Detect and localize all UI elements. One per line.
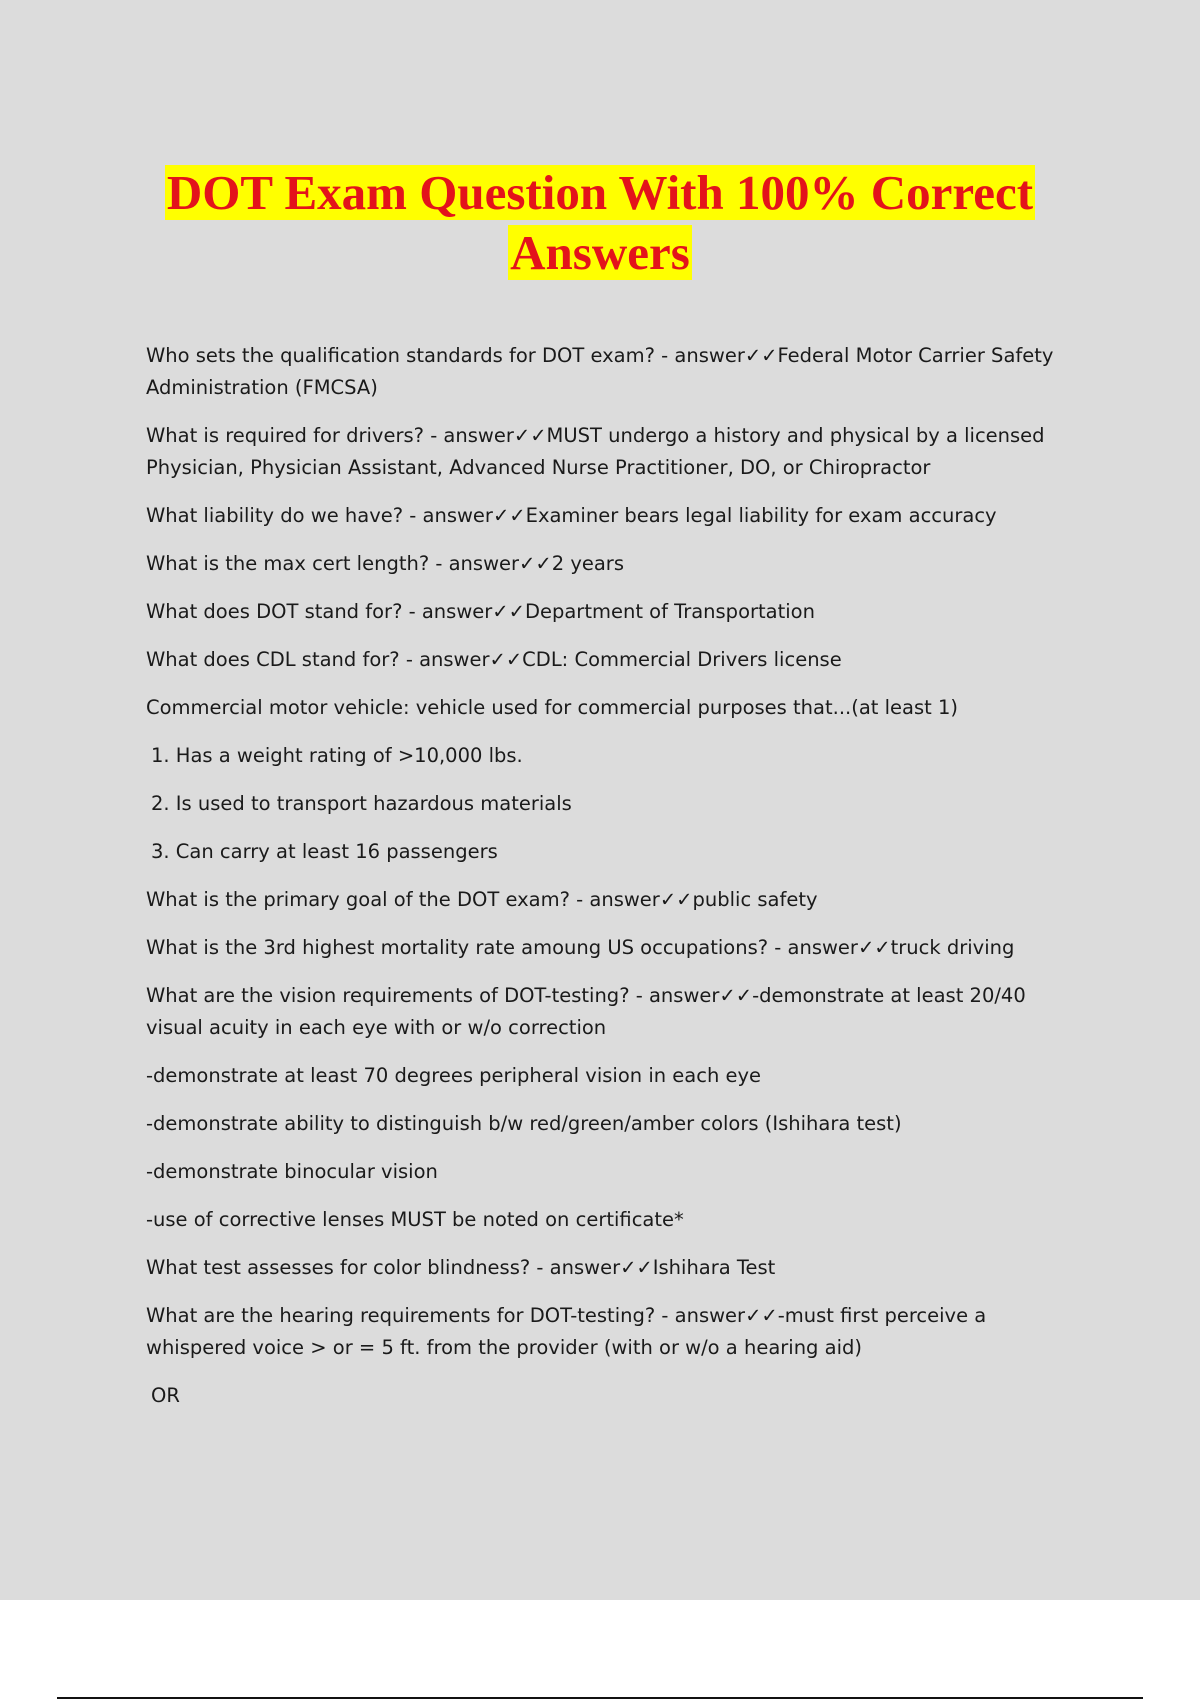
detail-paragraph: -demonstrate ability to distinguish b/w red/green/amber colors (Ishihara test) [146,1112,902,1135]
qa-paragraph: What does CDL stand for? - answer✓✓CDL: Commercial Drivers license [146,648,842,671]
detail-paragraph: -demonstrate binocular vision [146,1160,438,1183]
qa-paragraph: What is the 3rd highest mortality rate amoung US occupations? - answer✓✓truck driving [146,936,1015,959]
list-item: 2. Is used to transport hazardous materials [151,792,572,815]
detail-paragraph: -demonstrate at least 70 degrees peripheral vision in each eye [146,1064,762,1087]
list-item: 3. Can carry at least 16 passengers [151,840,498,863]
qa-paragraph: Who sets the qualification standards for DOT exam? - answer✓✓Federal Motor Carrier Safety Administration (FMCSA) [146,344,1054,399]
list-item: 1. Has a weight rating of >10,000 lbs. [151,744,523,767]
detail-paragraph: OR [151,1384,180,1407]
document-title [0,163,1200,283]
title-line-1: DOT Exam Question With 100% Correct [166,165,1034,220]
title-line-2: Answers [510,225,690,280]
qa-paragraph: What test assesses for color blindness? - answer✓✓Ishihara Test [146,1256,776,1279]
qa-paragraph: What is required for drivers? - answer✓✓MUST undergo a history and physical by a licensed Physician, Physician Assistant, Advanced Nurse Practitioner, DO, or Chiropractor [146,424,1045,479]
qa-paragraph: What is the primary goal of the DOT exam? - answer✓✓public safety [146,888,818,911]
document-body [146,340,1076,1428]
detail-paragraph: -use of corrective lenses MUST be noted on certificate* [146,1208,684,1231]
qa-paragraph: What liability do we have? - answer✓✓Examiner bears legal liability for exam accuracy [146,504,997,527]
qa-paragraph: What are the hearing requirements for DOT-testing? - answer✓✓-must first perceive a whispered voice > or = 5 ft. from the provider (with or w/o a hearing aid) [146,1304,987,1359]
definition-paragraph: Commercial motor vehicle: vehicle used for commercial purposes that...(at least 1) [146,696,959,719]
qa-paragraph: What does DOT stand for? - answer✓✓Department of Transportation [146,600,815,623]
qa-paragraph: What is the max cert length? - answer✓✓2 years [146,552,624,575]
footer-divider [57,1697,1143,1699]
qa-paragraph: What are the vision requirements of DOT-testing? - answer✓✓-demonstrate at least 20/40 visual acuity in each eye with or w/o correction [146,984,1026,1039]
